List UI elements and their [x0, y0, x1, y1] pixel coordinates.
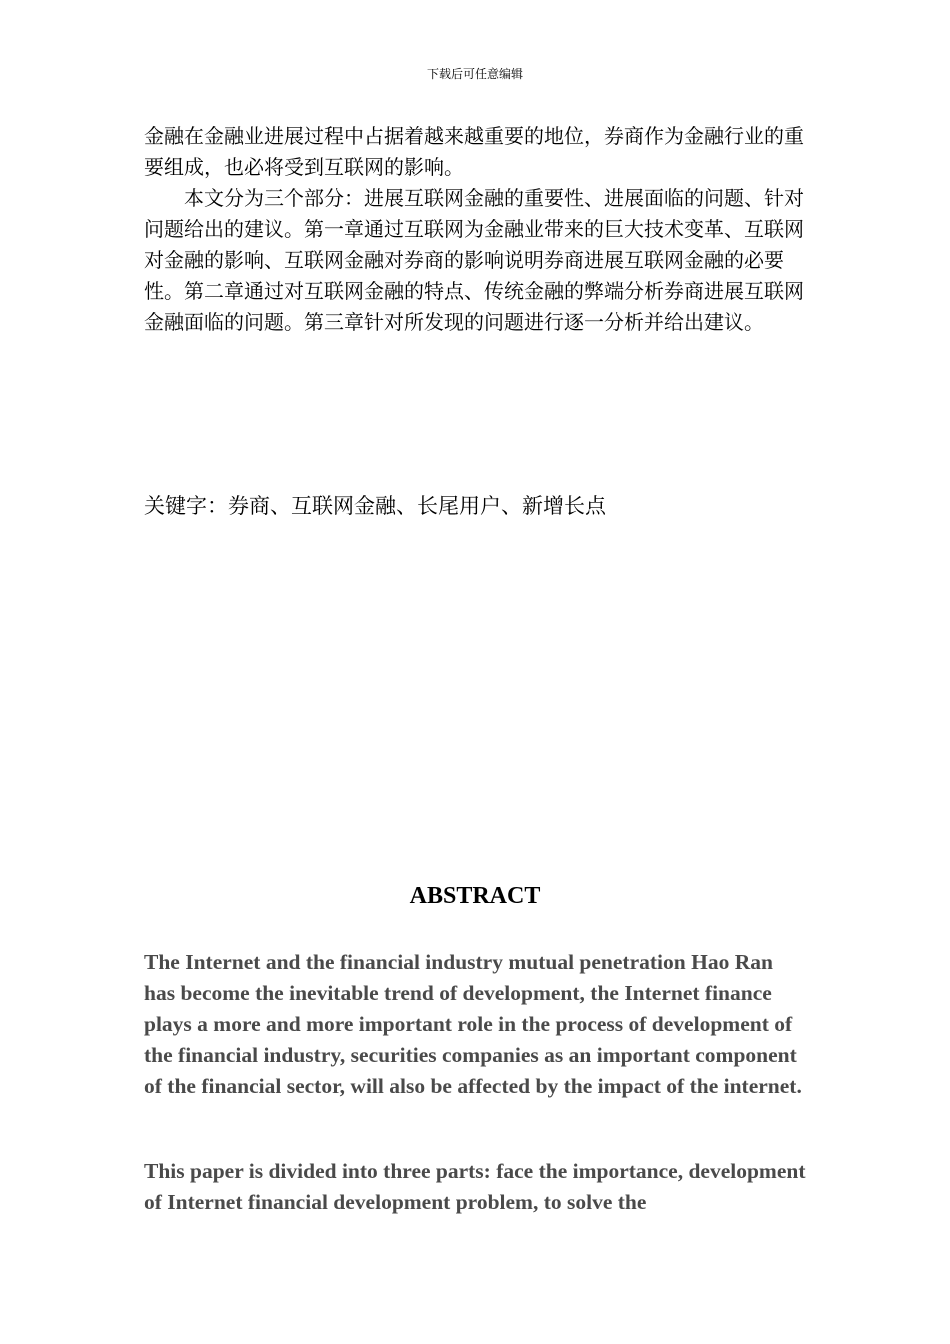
chinese-abstract-paragraph-1 — [144, 121, 806, 183]
chinese-paragraph-text: 金融在金融业进展过程中占据着越来越重要的地位，券商作为金融行业的重要组成，也必将受到互联网的影响。 — [144, 124, 804, 179]
page-header-note: 下载后可任意编辑 — [426, 67, 523, 81]
keywords-line: 关键字：券商、互联网金融、长尾用户、新增长点 — [144, 494, 606, 518]
abstract-title: ABSTRACT — [409, 883, 541, 909]
abstract-paragraph-1: The Internet and the financial industry mutual penetration Hao Ran has become the inevitable trend of development, the Internet finance plays a more and more important role in the process of development of the financial industry, securities companies as an important component of the financial sector, will also be affected by the impact of the internet. — [144, 950, 802, 1098]
chinese-abstract-paragraph-2 — [144, 183, 806, 338]
chinese-paragraph-text: 本文分为三个部分：进展互联网金融的重要性、进展面临的问题、针对问题给出的建议。第一章通过互联网为金融业带来的巨大技术变革、互联网对金融的影响、互联网金融对券商的影响说明券商进展互联网金融的必要性。第二章通过对互联网金融的特点、传统金融的弊端分析券商进展互联网金融面临的问题。第三章针对所发现的问题进行逐一分析并给出建议。 — [144, 186, 804, 334]
abstract-paragraph-2: This paper is divided into three parts: face the importance, development of Internet financial development problem, to solve the — [144, 1159, 806, 1214]
